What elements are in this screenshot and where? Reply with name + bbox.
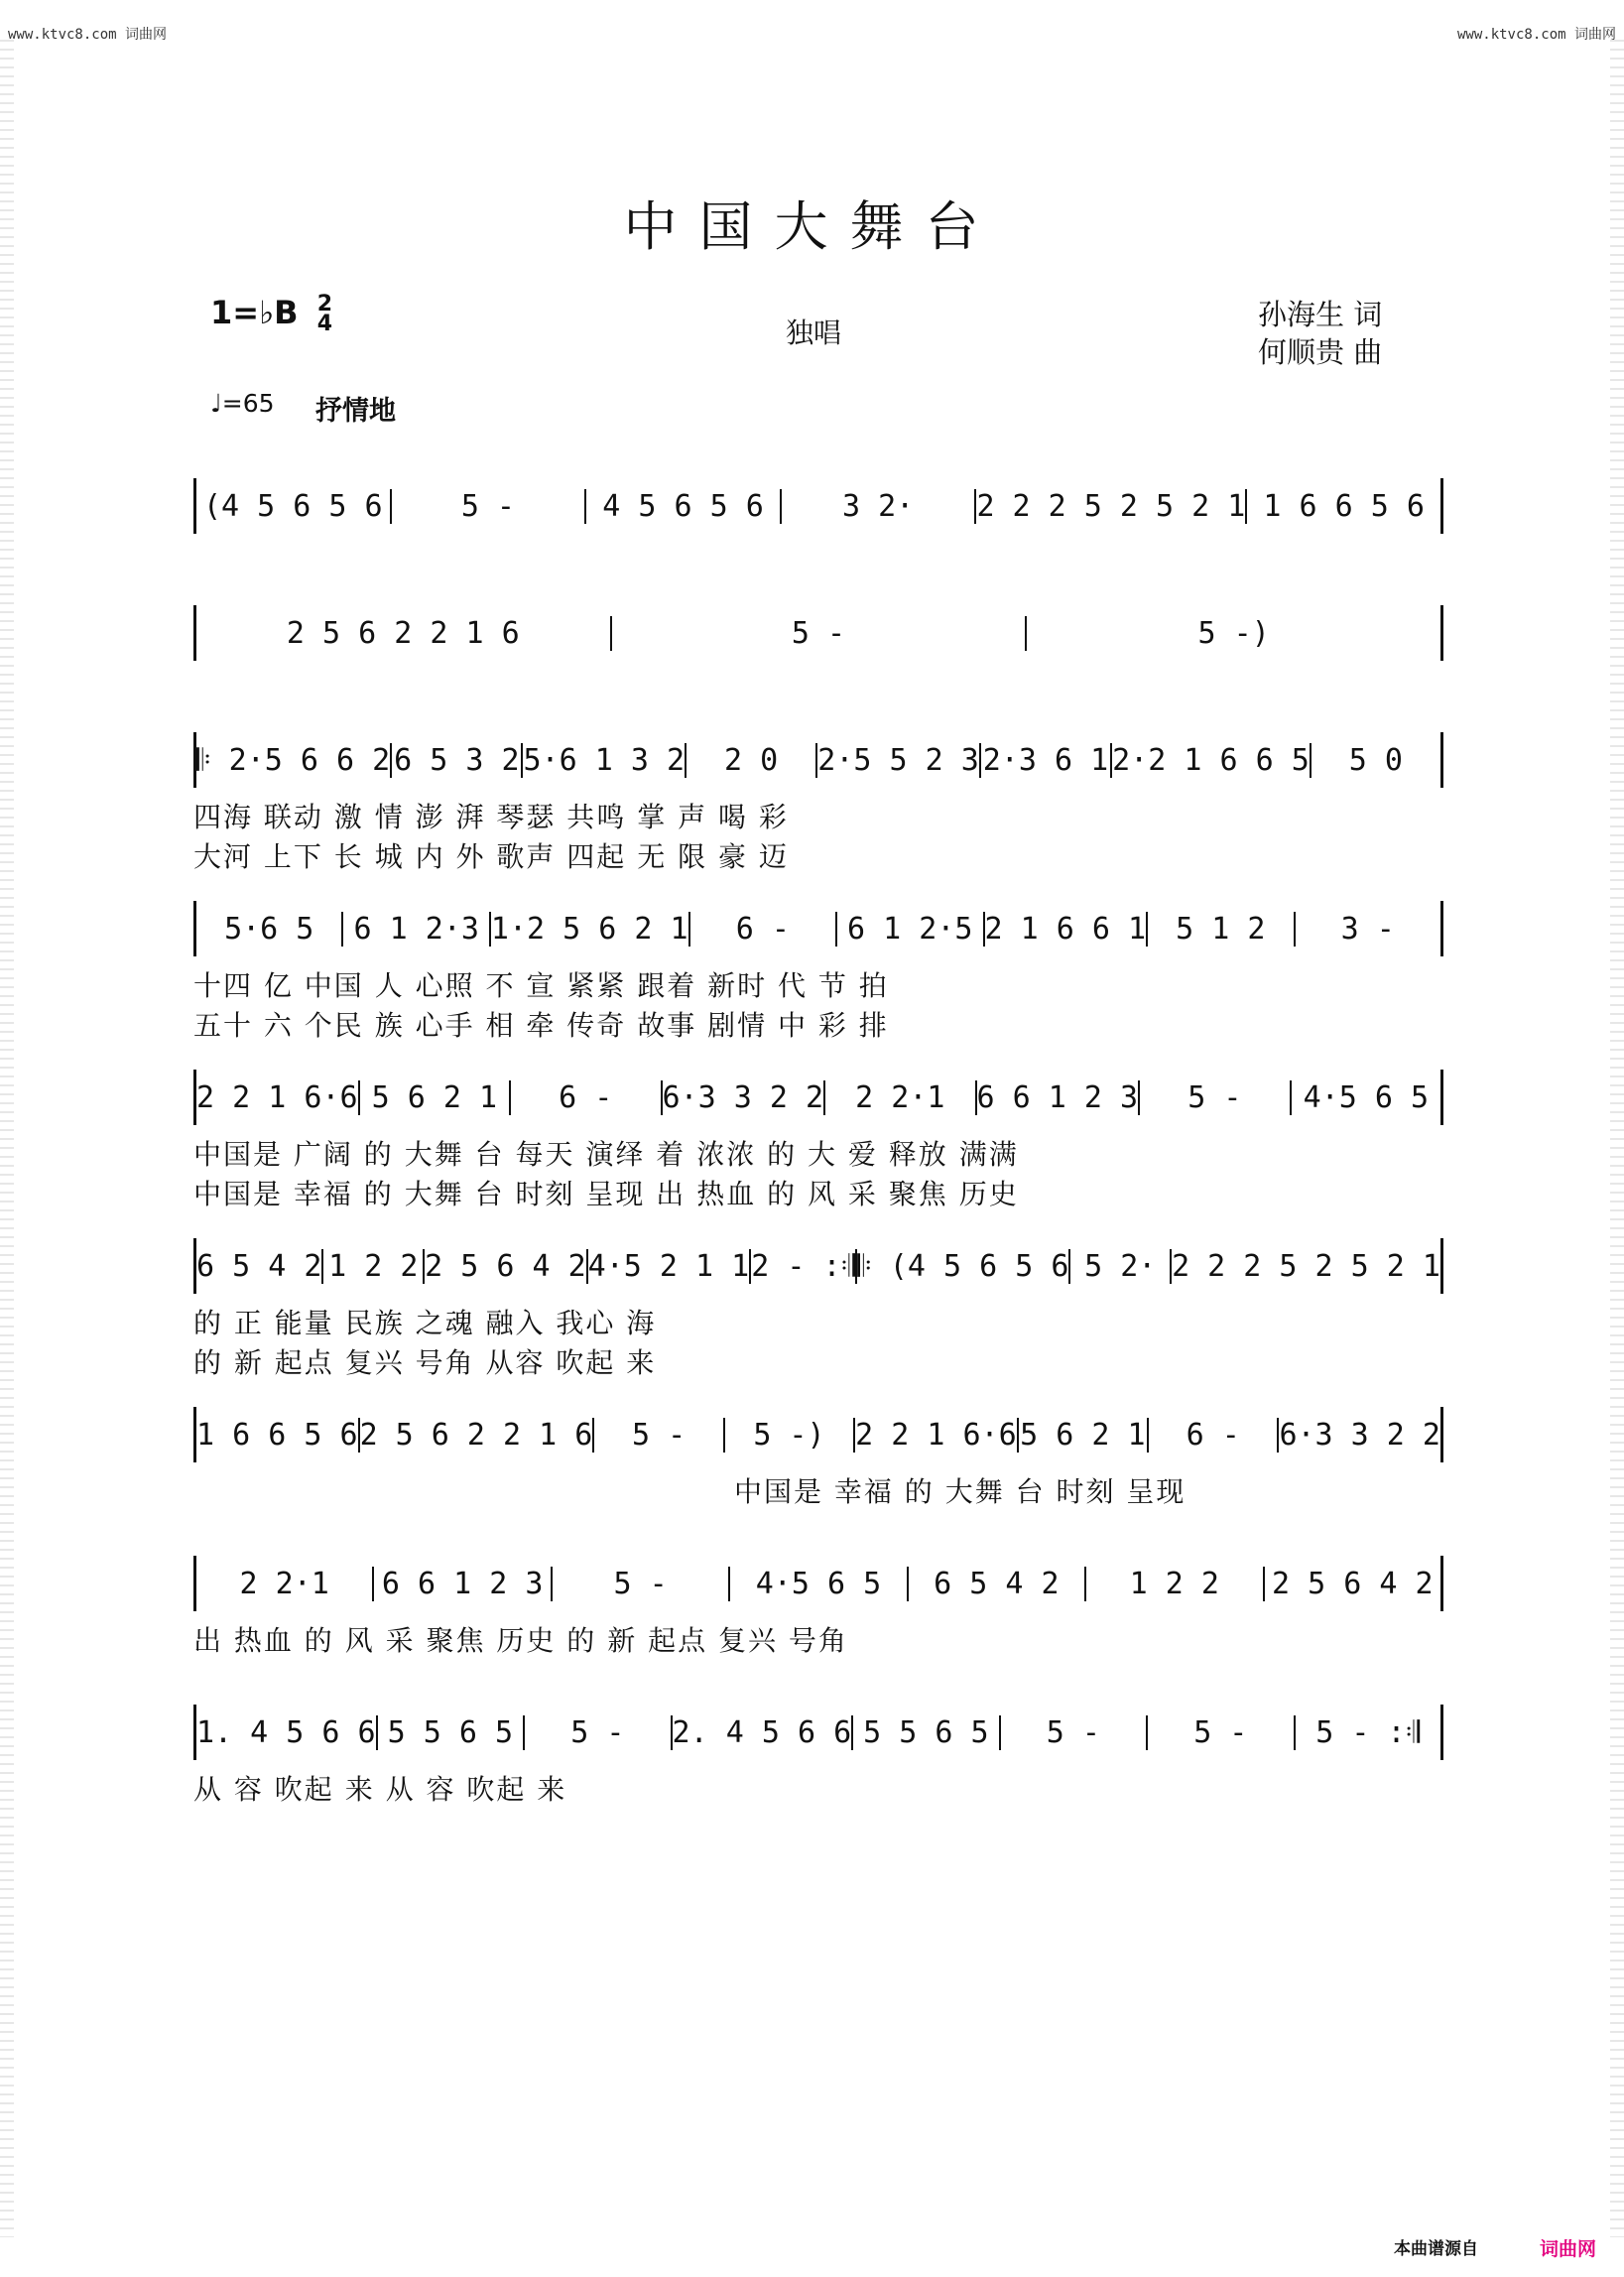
measure: 4·5 6 5 <box>1303 1079 1430 1115</box>
lyric-verse-2: 大河 上下 长 城 内 外 歌声 四起 无 限 豪 迈 <box>193 840 789 873</box>
score-row <box>193 1070 1443 1238</box>
score-row <box>193 1705 1443 1853</box>
measure: 2 0 <box>687 743 817 778</box>
measure: 5 - <box>525 1715 672 1750</box>
time-top: 2 <box>316 292 333 316</box>
notation-line <box>193 1407 1443 1462</box>
measure: 2 5 6 2 2 1 6 <box>196 616 612 651</box>
measure: 1 6 6 5 6 <box>1263 488 1425 524</box>
measure: 6·3 3 2 2 <box>662 1079 824 1115</box>
measure: 1 2 2 <box>323 1249 425 1284</box>
measure: 5 - <box>1148 1715 1295 1750</box>
measure: 2·5 5 2 3 <box>817 742 979 778</box>
tempo-marking: ♩=65 <box>210 389 275 418</box>
measure: 4 5 6 5 6 <box>586 489 782 524</box>
measure: 6 5 3 2 <box>392 743 523 778</box>
measure: 5 -) <box>1197 615 1270 651</box>
measure: 1·2 5 6 2 1 <box>490 911 688 947</box>
score-row <box>193 605 1443 732</box>
lyric-verse-1: 出 热血 的 风 采 聚焦 历史 的 新 起点 复兴 号角 <box>193 1624 848 1657</box>
measure: 6 1 2·5 <box>837 912 984 947</box>
measure: 2 2 1 6·6 <box>855 1417 1017 1453</box>
notation-line <box>193 605 1443 661</box>
measure: 5 - :𝄇 <box>1315 1714 1421 1750</box>
credits <box>1258 296 1382 371</box>
measure: 3 - <box>1340 911 1395 947</box>
measure: 5·6 5 <box>196 912 343 947</box>
score-row <box>193 732 1443 901</box>
measure: 2 2 2 5 2 5 2 1 <box>976 488 1246 524</box>
measure: 2 1 6 6 1 <box>984 911 1147 947</box>
measure: 2 5 6 2 2 1 6 <box>359 1417 593 1453</box>
measure: 4·5 2 1 1 <box>587 1248 750 1284</box>
notation-line <box>193 1070 1443 1125</box>
key-signature <box>210 294 332 334</box>
measure: 6 1 2·3 <box>343 912 490 947</box>
measure: 𝄆 (4 5 6 5 6 <box>857 1248 1069 1284</box>
measure: 2 5 6 4 2 <box>425 1248 586 1284</box>
measure: 5 - <box>392 489 587 524</box>
measure: 3 2· <box>782 489 977 524</box>
lyric-verse-1: 的 正 能量 民族 之魂 融入 我心 海 <box>193 1307 657 1339</box>
score-row <box>193 1407 1443 1556</box>
lyric-verse-1: 中国是 幸福 的 大舞 台 时刻 呈现 <box>734 1475 1187 1508</box>
footer-source-label: 本曲谱源自 <box>1394 2239 1478 2259</box>
measure: 1 2 2 <box>1086 1567 1264 1601</box>
measure: 5·6 1 3 2 <box>523 742 686 778</box>
measure: 6 6 1 2 3 <box>976 1079 1139 1115</box>
measure: 5 6 2 1 <box>1019 1418 1149 1453</box>
score-row <box>193 901 1443 1070</box>
measure: 5 5 6 5 <box>853 1715 1000 1750</box>
notation-line <box>193 732 1443 788</box>
notation-line <box>193 901 1443 956</box>
lyric-verse-1: 十四 亿 中国 人 心照 不 宣 紧紧 跟着 新时 代 节 拍 <box>193 969 889 1002</box>
score-row <box>193 1238 1443 1407</box>
time-signature <box>316 292 333 336</box>
lyric-verse-2: 五十 六 个民 族 心手 相 牵 传奇 故事 剧情 中 彩 排 <box>193 1009 889 1042</box>
measure: 2 2 1 6·6 <box>196 1079 358 1115</box>
measure: 5 -) <box>725 1418 855 1453</box>
expression-marking: 抒情地 <box>315 396 396 427</box>
footer-site-link[interactable]: 词曲网 <box>1540 2238 1597 2260</box>
measure: 2 2 2 5 2 5 2 1 <box>1172 1248 1440 1284</box>
measure: 2 - :𝄇 <box>751 1248 856 1284</box>
measure: (4 5 6 5 6 <box>196 489 392 524</box>
measure: 1 6 6 5 6 <box>196 1417 358 1453</box>
measure: 𝄆 2·5 6 6 2 <box>196 742 391 778</box>
lyric-verse-2: 中国是 幸福 的 大舞 台 时刻 呈现 出 热血 的 风 采 聚焦 历史 <box>193 1178 1019 1210</box>
score-row <box>193 1556 1443 1705</box>
lyricist-credit: 孙海生 词 <box>1258 298 1383 331</box>
measure: 5 - <box>612 616 1028 651</box>
notation-line <box>193 1556 1443 1611</box>
measure: 5 - <box>553 1567 730 1601</box>
measure: 5 0 <box>1348 742 1403 778</box>
measure: 2 2·1 <box>196 1567 374 1601</box>
measure: 5 6 2 1 <box>360 1080 511 1115</box>
lyric-verse-1: 中国是 广阔 的 大舞 台 每天 演绎 着 浓浓 的 大 爱 释放 满满 <box>193 1138 1019 1171</box>
right-watermark-strip <box>1610 40 1624 2237</box>
measure: 5 - <box>1140 1080 1291 1115</box>
header-site-url-left[interactable]: www.ktvc8.com 词曲网 <box>8 27 168 43</box>
measure: 5 - <box>594 1418 724 1453</box>
measure: 4·5 6 5 <box>730 1567 908 1601</box>
measure: 5 1 2 <box>1148 912 1295 947</box>
lyric-verse-1: 从 容 吹起 来 从 容 吹起 来 <box>193 1773 567 1806</box>
measure: 6 5 4 2 <box>196 1248 322 1284</box>
score-row <box>193 478 1443 605</box>
measure: 2·3 6 1 <box>981 743 1112 778</box>
header-site-url-right[interactable]: www.ktvc8.com 词曲网 <box>1456 27 1616 43</box>
notation-line <box>193 1238 1443 1294</box>
measure: 2. 4 5 6 6 <box>672 1714 852 1750</box>
measure: 5 2· <box>1070 1249 1172 1284</box>
measure: 6 - <box>511 1080 662 1115</box>
measure: 2 5 6 4 2 <box>1271 1566 1434 1601</box>
measure: 5 5 6 5 <box>378 1715 525 1750</box>
measure: 6 5 4 2 <box>909 1567 1086 1601</box>
measure: 2 2·1 <box>825 1080 976 1115</box>
score-body <box>193 478 1443 1853</box>
measure: 6 - <box>1149 1418 1279 1453</box>
measure: 5 - <box>1001 1715 1148 1750</box>
notation-line <box>193 478 1443 534</box>
measure: 2·2 1 6 6 5 <box>1112 742 1310 778</box>
lyric-verse-1: 四海 联动 激 情 澎 湃 琴瑟 共鸣 掌 声 喝 彩 <box>193 801 789 833</box>
measure: 6 6 1 2 3 <box>374 1567 552 1601</box>
time-bottom: 4 <box>316 312 333 336</box>
measure: 6·3 3 2 2 <box>1279 1417 1440 1453</box>
measure: 1. 4 5 6 6 <box>196 1714 376 1750</box>
left-watermark-strip <box>0 40 14 2237</box>
notation-line <box>193 1705 1443 1760</box>
key-label: 1=♭B <box>210 294 299 331</box>
performance-type: 独唱 <box>786 316 842 349</box>
lyric-verse-2: 的 新 起点 复兴 号角 从容 吹起 来 <box>193 1346 657 1379</box>
measure: 6 - <box>690 912 837 947</box>
song-title: 中国大舞台 <box>623 195 1001 259</box>
composer-credit: 何顺贵 曲 <box>1258 335 1383 369</box>
